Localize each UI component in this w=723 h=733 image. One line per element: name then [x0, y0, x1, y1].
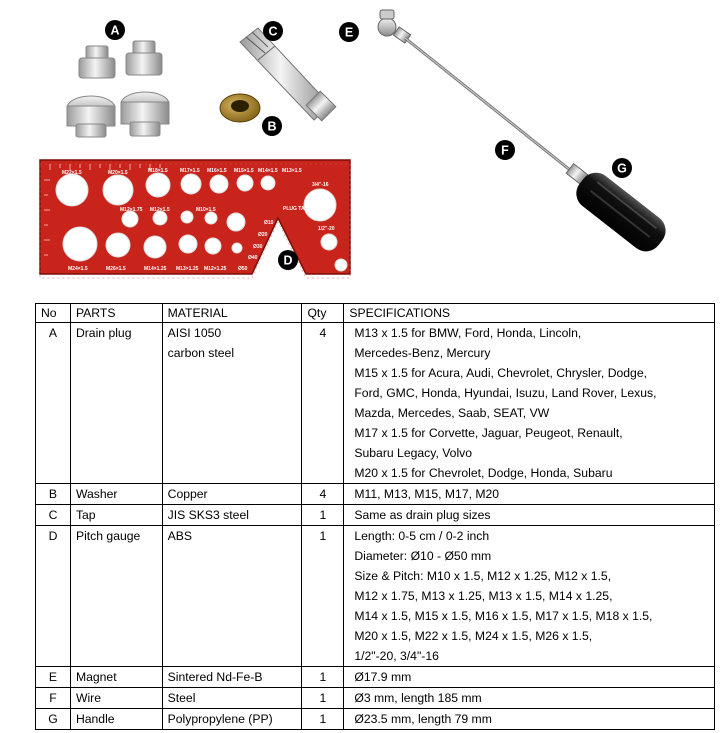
spec-line: M12 x 1.75, M13 x 1.25, M13 x 1.5, M14 x 1.25, [354, 589, 613, 603]
parts-table [35, 303, 715, 730]
row-no: F [36, 688, 71, 709]
table-row [36, 505, 715, 526]
table-row [36, 709, 715, 730]
row-material [162, 526, 302, 667]
gauge-label: M13×1.5 [282, 168, 302, 174]
row-no: G [36, 709, 71, 730]
row-part: Washer [70, 484, 162, 505]
gauge-label: M13×1.25 [176, 266, 199, 272]
row-spec [344, 688, 715, 709]
row-spec [344, 505, 715, 526]
header-material: MATERIAL [162, 304, 302, 323]
spec-line: Subaru Legacy, Volvo [354, 446, 473, 460]
spec-line: Mercedes-Benz, Mercury [354, 346, 491, 360]
copper-washer [220, 94, 260, 122]
svg-text:G: G [617, 161, 627, 176]
table-row [36, 526, 715, 667]
spec-line: Ford, GMC, Honda, Hyundai, Isuzu, Land Rover, Lexus, [354, 386, 657, 400]
gauge-label: M20×1.5 [108, 170, 128, 176]
pitch-gauge [40, 160, 350, 278]
row-qty: 1 [302, 667, 344, 688]
callout-e [339, 22, 359, 42]
row-material [162, 323, 302, 484]
spec-line: M15 x 1.5 for Acura, Audi, Chevrolet, Chrysler, Dodge, [354, 366, 648, 380]
row-material [162, 484, 302, 505]
gauge-label: M12×1.75 [120, 207, 143, 213]
callout-d [278, 250, 298, 270]
material-line: carbon steel [167, 346, 235, 360]
row-material [162, 688, 302, 709]
drain-plug-small-left [79, 46, 115, 78]
row-no: E [36, 667, 71, 688]
spec-line: M20 x 1.5, M22 x 1.5, M24 x 1.5, M26 x 1.5, [354, 629, 593, 643]
material-line: AISI 1050 [167, 326, 222, 340]
header-qty: Qty [302, 304, 344, 323]
spec-line: Same as drain plug sizes [354, 508, 491, 522]
spec-line: M17 x 1.5 for Corvette, Jaguar, Peugeot, Renault, [354, 426, 623, 440]
spec-line: Ø17.9 mm [354, 670, 412, 684]
spec-line: M13 x 1.5 for BMW, Ford, Honda, Lincoln, [354, 326, 582, 340]
gauge-label: Ø40 [248, 255, 258, 261]
gauge-label: M12×1.5 [150, 207, 170, 213]
row-no: A [36, 323, 71, 484]
row-part: Magnet [70, 667, 162, 688]
row-qty: 1 [302, 505, 344, 526]
product-illustration [0, 0, 723, 290]
gauge-label: Ø20 [258, 232, 268, 238]
material-line: Sintered Nd-Fe-B [167, 670, 263, 684]
spec-line: Size & Pitch: M10 x 1.5, M12 x 1.25, M12 x 1.5, [354, 569, 612, 583]
header-no: No [36, 304, 71, 323]
table-row [36, 667, 715, 688]
material-line: Polypropylene (PP) [167, 712, 273, 726]
row-spec [344, 667, 715, 688]
row-part: Pitch gauge [70, 526, 162, 667]
row-qty: 1 [302, 526, 344, 667]
row-part: Tap [70, 505, 162, 526]
gauge-label: M14×1.25 [144, 266, 167, 272]
row-no: D [36, 526, 71, 667]
row-spec [344, 484, 715, 505]
gauge-label: M24×1.5 [68, 266, 88, 272]
row-qty: 1 [302, 688, 344, 709]
drain-plug-group [67, 41, 169, 137]
table-row [36, 323, 715, 484]
table-row [36, 484, 715, 505]
gauge-label: M18×1.5 [148, 168, 168, 174]
material-line: ABS [167, 529, 193, 543]
callout-c [263, 21, 283, 41]
row-qty: 4 [302, 484, 344, 505]
gauge-label: M12×1.25 [204, 266, 227, 272]
row-material [162, 505, 302, 526]
spec-line: M11, M13, M15, M17, M20 [354, 487, 500, 501]
gauge-label: M15×1.5 [234, 168, 254, 174]
material-line: Steel [167, 691, 196, 705]
spec-line: 1/2"-20, 3/4"-16 [354, 649, 439, 663]
row-material [162, 667, 302, 688]
gauge-label: M16×1.5 [207, 168, 227, 174]
plastic-handle [570, 166, 672, 258]
drain-plug-large-right [121, 92, 169, 136]
gauge-label: Ø30 [253, 244, 263, 250]
spec-line: M14 x 1.5, M15 x 1.5, M16 x 1.5, M17 x 1.5, M18 x 1.5, [354, 609, 653, 623]
header-parts: PARTS [70, 304, 162, 323]
table-header-row [36, 304, 715, 323]
callout-b [262, 116, 282, 136]
spec-line: Ø3 mm, length 185 mm [354, 691, 482, 705]
gauge-label: M22×1.5 [62, 170, 82, 176]
gauge-label: Ø10 [264, 220, 274, 226]
gauge-label: M17×1.5 [180, 168, 200, 174]
magnetic-pickup-tool [378, 10, 672, 258]
callout-a [105, 20, 125, 40]
spec-line: Mazda, Mercedes, Saab, SEAT, VW [354, 406, 550, 420]
drain-plug-small-right [126, 41, 162, 75]
header-spec: SPECIFICATIONS [344, 304, 715, 323]
row-qty: 4 [302, 323, 344, 484]
spec-line: Diameter: Ø10 - Ø50 mm [354, 549, 492, 563]
spec-line: Length: 0-5 cm / 0-2 inch [354, 529, 490, 543]
callout-g [612, 158, 632, 178]
gauge-label: 1/2"-20 [318, 226, 335, 232]
material-line: JIS SKS3 steel [167, 508, 249, 522]
row-material [162, 709, 302, 730]
row-spec [344, 323, 715, 484]
gauge-label: M10×1.5 [196, 207, 216, 213]
row-part: Wire [70, 688, 162, 709]
gauge-label: M26×1.5 [106, 266, 126, 272]
row-part: Handle [70, 709, 162, 730]
svg-text:E: E [344, 25, 354, 40]
drain-plug-large-left [67, 96, 115, 137]
table-row [36, 688, 715, 709]
gauge-label: Ø50 [238, 266, 248, 272]
svg-text:A: A [110, 23, 120, 38]
svg-text:D: D [283, 253, 293, 268]
gauge-label: M14×1.5 [258, 168, 278, 174]
row-part: Drain plug [70, 323, 162, 484]
row-no: B [36, 484, 71, 505]
spec-line: M20 x 1.5 for Chevrolet, Dodge, Honda, Subaru [354, 466, 613, 480]
row-spec [344, 526, 715, 667]
row-spec [344, 709, 715, 730]
material-line: Copper [167, 487, 208, 501]
spec-line: Ø23.5 mm, length 79 mm [354, 712, 492, 726]
svg-text:B: B [267, 119, 277, 134]
svg-text:C: C [268, 24, 278, 39]
gauge-label: 3/4"-16 [312, 182, 329, 188]
row-no: C [36, 505, 71, 526]
gauge-label: PLUG TAP [283, 206, 308, 212]
svg-text:F: F [501, 143, 509, 158]
row-qty: 1 [302, 709, 344, 730]
callout-f [495, 140, 515, 160]
